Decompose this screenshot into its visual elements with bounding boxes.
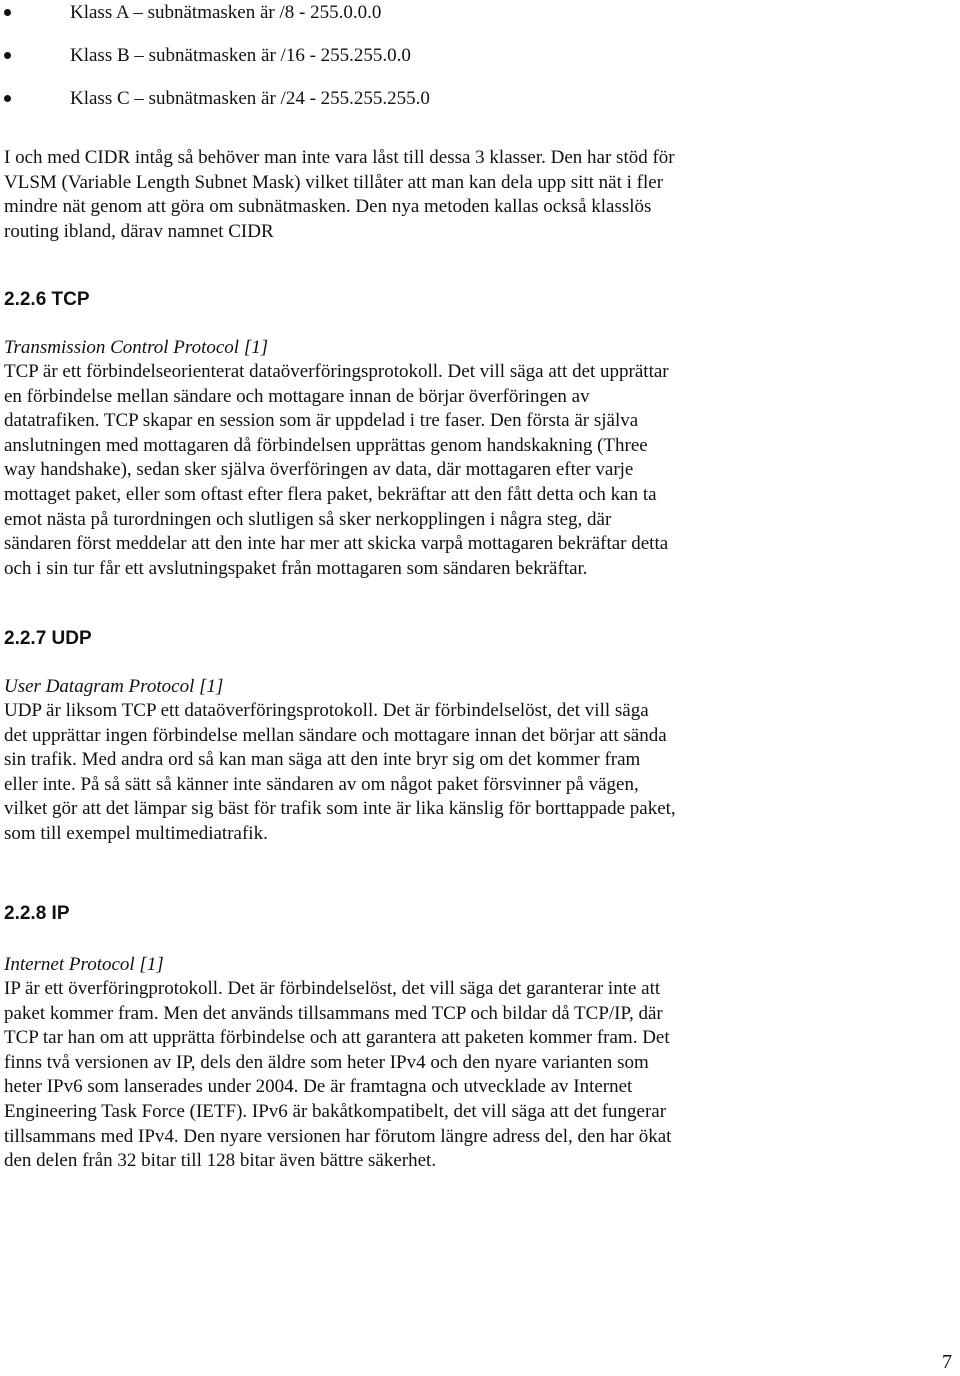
text-line: vilket gör att det lämpar sig bäst för trafik som inte är lika känslig för borttappade paket,: [4, 798, 676, 820]
text-line: way handshake), sedan sker själva överföringen av data, där mottagaren efter varje: [4, 459, 634, 481]
text-line: tillsammans med IPv4. Den nyare versionen har förutom längre adress del, den har ökat: [4, 1125, 672, 1147]
text-line: som till exempel multimediatrafik.: [4, 822, 268, 844]
text-line: I och med CIDR intåg så behöver man inte vara låst till dessa 3 klasser. Den har stöd för: [4, 147, 675, 168]
text-line: och i sin tur får ett avslutningspaket från mottagaren som sändaren bekräftar.: [4, 557, 588, 579]
bullet-icon: [4, 95, 11, 102]
list-item: [0, 0, 940, 43]
text-line: en förbindelse mellan sändare och mottagare innan de börjar överföringen av: [4, 385, 590, 407]
section-body-udp: [4, 699, 944, 847]
list-item: [0, 43, 940, 86]
text-line: paket kommer fram. Men det används tillsammans med TCP och bildar då TCP/IP, där: [4, 1002, 663, 1024]
text-line: heter IPv6 som lanserades under 2004. De är framtagna och utvecklade av Internet: [4, 1076, 633, 1098]
text-line: routing ibland, därav namnet CIDR: [4, 220, 274, 242]
text-line: UDP är liksom TCP ett dataöverföringsprotokoll. Det är förbindelselöst, det vill säga: [4, 700, 649, 721]
list-item-text: Klass A – subnätmasken är /8 - 255.0.0.0: [70, 2, 382, 23]
section-subtitle-ip: Internet Protocol [1]: [4, 954, 164, 975]
text-line: datatrafiken. TCP skapar en session som är uppdelad i tre faser. Den första är själva: [4, 410, 639, 432]
section-heading-udp: 2.2.7 UDP: [4, 628, 92, 649]
bullet-icon: [4, 52, 11, 59]
list-item: [0, 86, 940, 129]
page-number: 7: [942, 1351, 952, 1373]
text-line: eller inte. På så sätt så känner inte sändaren av om något paket försvinner på vägen,: [4, 773, 639, 795]
section-body-tcp: [4, 360, 944, 581]
text-line: mottaget paket, eller som oftast efter flera paket, bekräftar att den fått detta och kan ta: [4, 483, 657, 505]
bullet-icon: [4, 9, 11, 16]
section-heading-ip: 2.2.8 IP: [4, 903, 70, 924]
text-line: VLSM (Variable Length Subnet Mask) vilket tillåter att man kan dela upp sitt nät i fler: [4, 171, 664, 193]
section-subtitle-udp: User Datagram Protocol [1]: [4, 676, 224, 697]
section-body-ip: [4, 977, 944, 1174]
text-line: sin trafik. Med andra ord så kan man säga att den inte bryr sig om det kommer fram: [4, 749, 641, 771]
text-line: IP är ett överföringprotokoll. Det är förbindelselöst, det vill säga det garanterar inte att: [4, 978, 661, 999]
text-line: Engineering Task Force (IETF). IPv6 är bakåtkompatibelt, det vill säga att det fungerar: [4, 1100, 667, 1122]
text-line: finns två versionen av IP, dels den äldre som heter IPv4 och den nyare varianten som: [4, 1051, 649, 1073]
text-line: anslutningen med mottagaren då förbindelsen upprättas genom handskakning (Three: [4, 434, 648, 456]
intro-paragraph: [4, 146, 944, 244]
section-subtitle-tcp: Transmission Control Protocol [1]: [4, 337, 269, 358]
section-heading-tcp: 2.2.6 TCP: [4, 289, 90, 310]
text-line: sändaren först meddelar att den inte har mer att skicka varpå mottagaren bekräftar detta: [4, 533, 669, 555]
text-line: TCP tar han om att upprätta förbindelse och att garantera att paketen kommer fram. Det: [4, 1027, 670, 1049]
text-line: emot nästa på turordningen och slutligen så sker nerkopplingen i några steg, där: [4, 508, 612, 530]
list-item-text: Klass B – subnätmasken är /16 - 255.255.0.0: [70, 45, 411, 66]
list-item-text: Klass C – subnätmasken är /24 - 255.255.255.0: [70, 88, 430, 109]
text-line: det upprättar ingen förbindelse mellan sändare och mottagare innan det börjar att sända: [4, 724, 667, 746]
text-line: mindre nät genom att göra om subnätmasken. Den nya metoden kallas också klasslös: [4, 196, 652, 218]
text-line: den delen från 32 bitar till 128 bitar även bättre säkerhet.: [4, 1150, 437, 1172]
text-line: TCP är ett förbindelseorienterat dataöverföringsprotokoll. Det vill säga att det upprättar: [4, 361, 669, 382]
